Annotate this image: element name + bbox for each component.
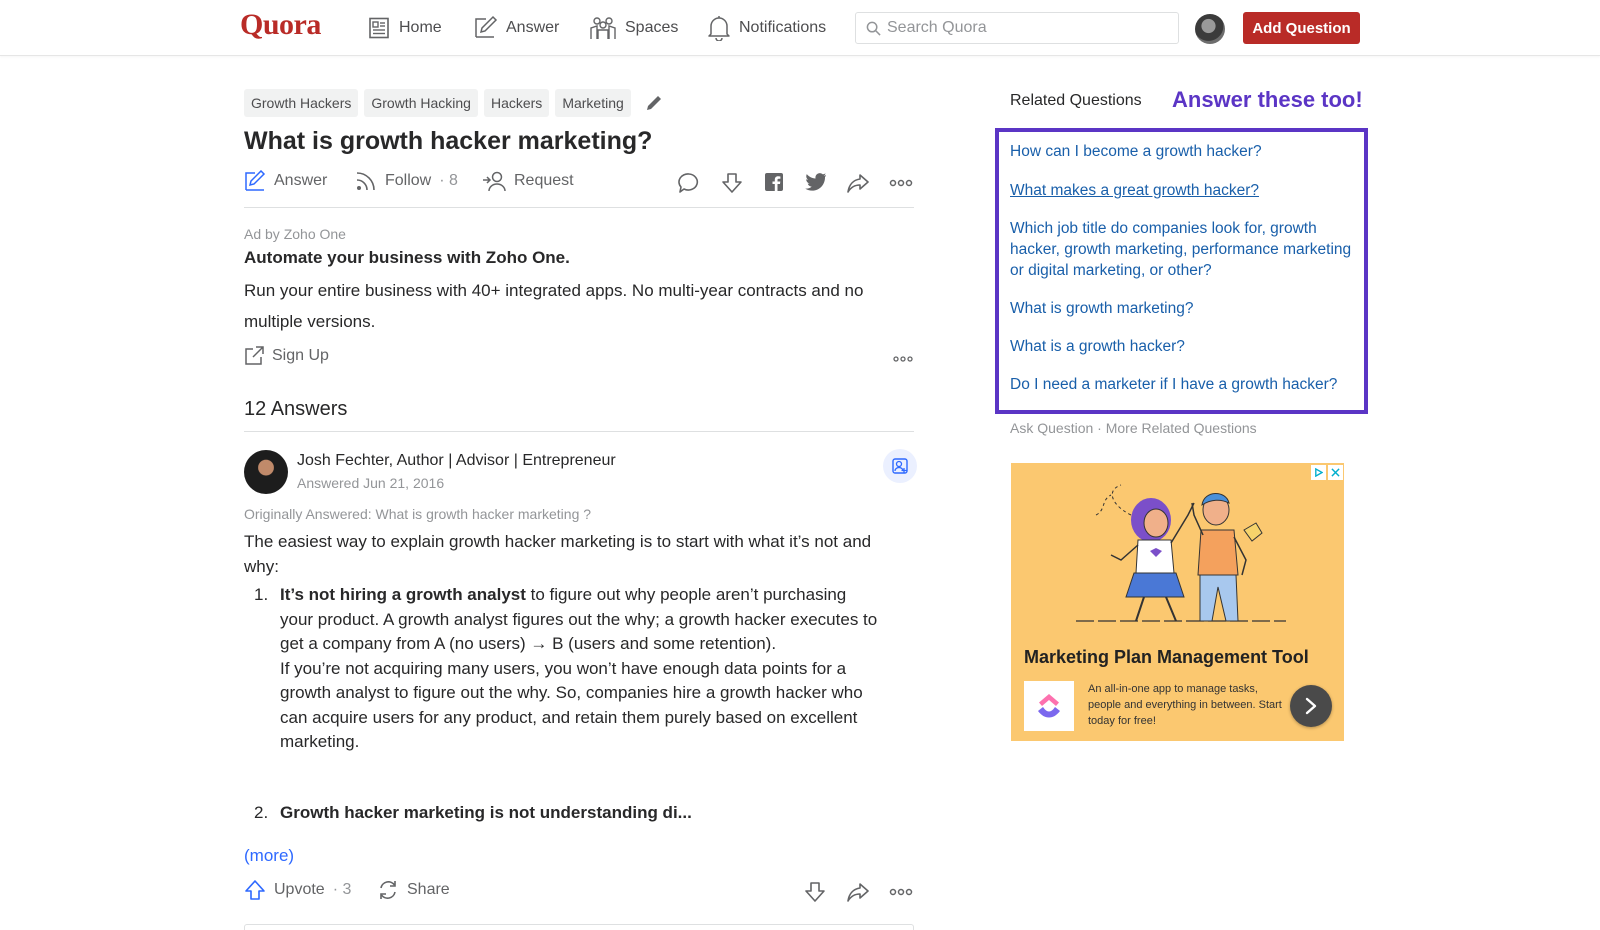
answer-count-heading: 12 Answers	[244, 398, 348, 420]
upvote-button[interactable]	[244, 879, 351, 901]
search-icon	[866, 21, 881, 36]
request-label: Request	[514, 172, 574, 189]
clickup-logo	[1024, 681, 1074, 731]
share-arrow-icon[interactable]	[847, 172, 869, 194]
topic-tag[interactable]: Growth Hacking	[364, 89, 478, 117]
bell-icon	[707, 15, 731, 41]
nav-notifications-label: Notifications	[739, 19, 827, 36]
follow-author-button[interactable]	[883, 449, 917, 483]
divider	[244, 431, 914, 432]
share-label: Share	[407, 881, 450, 898]
question-action-bar	[244, 168, 914, 208]
answer-label: Answer	[274, 172, 328, 189]
answer-action-bar	[244, 877, 914, 907]
ad-close-icon	[1328, 465, 1343, 480]
add-person-icon	[891, 457, 909, 475]
list-item-text	[280, 583, 884, 657]
follow-label: Follow	[385, 172, 432, 189]
share-arrow-icon[interactable]	[847, 881, 869, 903]
list-item-text	[280, 801, 884, 826]
more-options-icon[interactable]	[889, 881, 913, 903]
more-options-icon[interactable]	[889, 172, 913, 194]
facebook-icon[interactable]	[764, 172, 784, 192]
quora-logo[interactable]: Quora	[240, 8, 321, 41]
upvote-label: Upvote	[274, 881, 325, 898]
downvote-icon[interactable]	[721, 172, 743, 194]
answer-pencil-icon	[244, 170, 266, 192]
topic-tags	[244, 89, 663, 117]
ad-body-text: Run your entire business with 40+ integrated apps. No multi-year contracts and no multiple versions.	[244, 281, 864, 331]
spaces-icon	[589, 15, 617, 41]
ad-illustration	[1066, 475, 1296, 625]
nav-answer[interactable]	[472, 13, 559, 43]
list-number: 1.	[254, 585, 269, 604]
sidebar-ad-text: An all-in-one app to manage tasks, people and everything in between. Start today for free!	[1088, 683, 1282, 727]
follow-question-button[interactable]	[355, 170, 458, 192]
author-name[interactable]: Josh Fechter, Author | Advisor | Entrepreneur	[297, 452, 616, 469]
follow-count: · 8	[439, 172, 458, 189]
related-question-link[interactable]: Which job title do companies look for, growth hacker, growth marketing, performance marketing or digital marketing, or other?	[1010, 220, 1352, 279]
rss-follow-icon	[355, 170, 377, 192]
topic-tag[interactable]: Hackers	[484, 89, 549, 117]
share-cycle-icon	[377, 879, 399, 901]
originally-answered-note[interactable]: Originally Answered: What is growth hacker marketing ?	[244, 506, 592, 522]
related-question-link[interactable]: What makes a great growth hacker?	[1010, 182, 1259, 199]
signup-label: Sign Up	[272, 347, 329, 364]
nav-answer-label: Answer	[506, 19, 560, 36]
ad-more-options-icon[interactable]	[893, 354, 913, 364]
share-answer-button[interactable]	[377, 879, 450, 901]
ad-headline[interactable]: Automate your business with Zoho One.	[244, 248, 570, 267]
chevron-right-icon	[1304, 697, 1318, 715]
topic-tag[interactable]: Marketing	[555, 89, 630, 117]
answer-date[interactable]: Answered Jun 21, 2016	[297, 475, 445, 491]
add-question-button[interactable]: Add Question	[1243, 12, 1360, 44]
home-icon	[367, 16, 391, 40]
user-avatar[interactable]	[1195, 14, 1225, 44]
ad-choices-icon	[1311, 465, 1326, 480]
answer-list-item	[244, 583, 884, 755]
topic-tag[interactable]: Growth Hackers	[244, 89, 358, 117]
search-box[interactable]	[855, 12, 1179, 44]
nav-home-label: Home	[399, 19, 442, 36]
sidebar-ad-title[interactable]: Marketing Plan Management Tool	[1024, 647, 1309, 667]
list-item-extra: If you’re not acquiring many users, you won’t have enough data points for a growth analyst to figure out the why. So, companies hire a growth hacker who can acquire users for any product, and retain them purely based on excellent marketing.	[280, 658, 863, 751]
related-question-link[interactable]: What is growth marketing?	[1010, 300, 1194, 317]
ad-attribution: Ad by Zoho One	[244, 226, 346, 242]
callout-annotation: Answer these too!	[1172, 87, 1363, 112]
list-item-bold: It’s not hiring a growth analyst	[280, 585, 526, 604]
sidebar-ad[interactable]	[1011, 463, 1344, 741]
request-answer-button[interactable]	[482, 170, 574, 192]
list-item-body: to figure out why people aren’t purchasing your product. A growth analyst figures out the why; a growth hacker executes to get a company from A (no users) → B (users and some retention).	[280, 585, 878, 653]
read-more-link[interactable]: (more)	[244, 846, 295, 865]
external-link-icon	[244, 346, 264, 366]
upvote-icon	[244, 879, 266, 901]
answer-list-item	[244, 801, 884, 826]
next-answer-card-edge	[244, 924, 914, 930]
search-input[interactable]	[887, 19, 1167, 37]
ad-next-button[interactable]	[1290, 685, 1332, 727]
related-questions-footer[interactable]: Ask Question · More Related Questions	[1010, 420, 1257, 436]
nav-home[interactable]	[367, 13, 442, 43]
request-user-icon	[482, 170, 506, 192]
author-avatar[interactable]	[244, 450, 288, 494]
nav-spaces-label: Spaces	[625, 19, 679, 36]
list-number: 2.	[254, 803, 269, 822]
question-title[interactable]: What is growth hacker marketing?	[244, 127, 653, 155]
top-navigation-bar	[0, 0, 1600, 56]
related-questions-heading: Related Questions	[1010, 92, 1142, 109]
ad-choices-badge[interactable]	[1311, 465, 1343, 480]
answer-pencil-icon	[472, 15, 498, 41]
related-question-link[interactable]: Do I need a marketer if I have a growth hacker?	[1010, 376, 1338, 393]
related-question-link[interactable]: How can I become a growth hacker?	[1010, 143, 1262, 160]
answer-button[interactable]	[244, 170, 327, 192]
nav-notifications[interactable]	[707, 13, 826, 43]
answer-intro-text: The easiest way to explain growth hacker marketing is to start with what it’s not and why:	[244, 532, 872, 576]
comment-icon[interactable]	[678, 172, 700, 194]
related-question-link[interactable]: What is a growth hacker?	[1010, 338, 1185, 355]
downvote-icon[interactable]	[804, 881, 826, 903]
ad-signup-link[interactable]	[244, 346, 329, 366]
nav-spaces[interactable]	[589, 13, 678, 43]
twitter-icon[interactable]	[805, 172, 827, 192]
upvote-count: · 3	[332, 881, 352, 898]
list-item-bold: Growth hacker marketing is not understanding di...	[280, 803, 692, 822]
edit-topics-pencil-icon[interactable]	[645, 94, 663, 112]
